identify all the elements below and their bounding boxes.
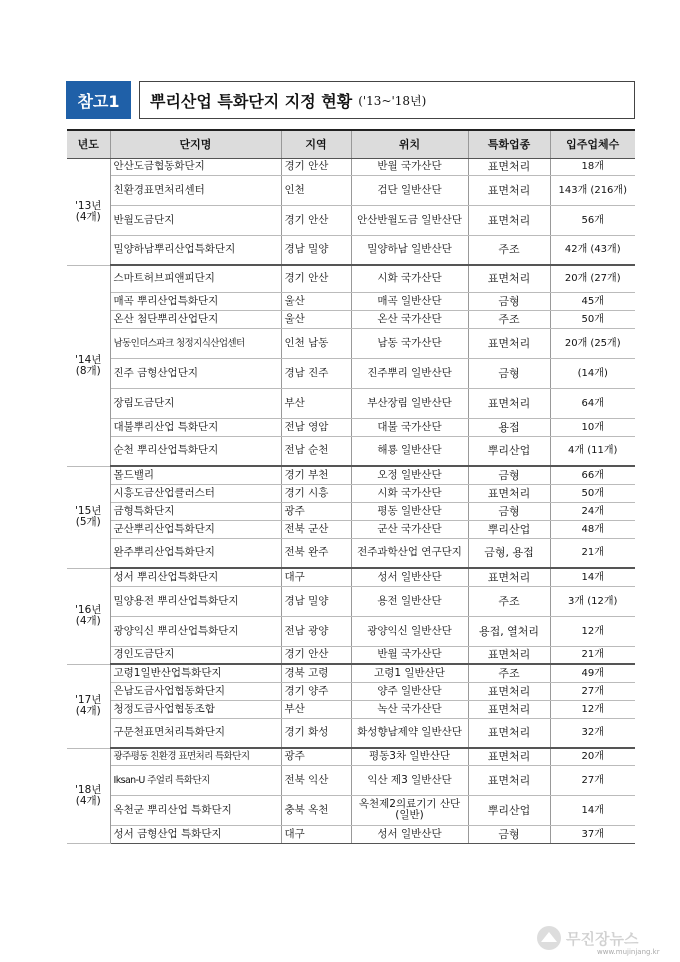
company-count-cell: 50개 bbox=[550, 484, 635, 502]
industry-cell: 표면처리 bbox=[468, 718, 550, 748]
year-label: '15년 bbox=[75, 505, 102, 517]
company-count-cell: 49개 bbox=[550, 664, 635, 682]
industry-cell: 표면처리 bbox=[468, 175, 550, 205]
location-cell: 반월 국가산단 bbox=[351, 646, 468, 664]
region-cell: 전북 익산 bbox=[281, 765, 351, 795]
table-row bbox=[67, 388, 635, 418]
region-cell: 부산 bbox=[281, 700, 351, 718]
site-name-cell: 성서 뿌리산업특화단지 bbox=[110, 568, 281, 586]
year-cell bbox=[67, 466, 110, 568]
table-row bbox=[67, 418, 635, 436]
site-name-cell: 경인도금단지 bbox=[110, 646, 281, 664]
region-cell: 경북 고령 bbox=[281, 664, 351, 682]
location-cell: 밀양하남 일반산단 bbox=[351, 235, 468, 265]
site-name-cell: 장림도금단지 bbox=[110, 388, 281, 418]
company-count-cell: 24개 bbox=[550, 502, 635, 520]
company-count-cell: 45개 bbox=[550, 292, 635, 310]
year-count: (4개) bbox=[75, 794, 101, 807]
site-name-cell: 광양익신 뿌리산업특화단지 bbox=[110, 616, 281, 646]
table-row bbox=[67, 358, 635, 388]
table-row bbox=[67, 616, 635, 646]
table-row bbox=[67, 646, 635, 664]
table-row bbox=[67, 158, 635, 175]
company-count-cell: 37개 bbox=[550, 825, 635, 843]
region-cell: 전남 광양 bbox=[281, 616, 351, 646]
company-count-cell: 18개 bbox=[550, 158, 635, 175]
year-cell bbox=[67, 664, 110, 748]
site-name-cell: 반월도금단지 bbox=[110, 205, 281, 235]
table-row bbox=[67, 328, 635, 358]
region-cell: 경기 부천 bbox=[281, 466, 351, 484]
industry-cell: 주조 bbox=[468, 235, 550, 265]
watermark-text: 무진장뉴스 bbox=[566, 929, 639, 948]
company-count-cell: 48개 bbox=[550, 520, 635, 538]
region-cell: 경기 시흥 bbox=[281, 484, 351, 502]
company-count-cell: 21개 bbox=[550, 538, 635, 568]
industry-cell: 금형 bbox=[468, 358, 550, 388]
industry-cell: 용접 bbox=[468, 418, 550, 436]
table-row bbox=[67, 502, 635, 520]
site-name-cell: 진주 금형산업단지 bbox=[110, 358, 281, 388]
region-cell: 전북 완주 bbox=[281, 538, 351, 568]
table-row bbox=[67, 265, 635, 292]
location-cell: 용전 일반산단 bbox=[351, 586, 468, 616]
year-count: (4개) bbox=[75, 615, 101, 627]
location-cell: 오정 일반산단 bbox=[351, 466, 468, 484]
industry-cell: 주조 bbox=[468, 664, 550, 682]
year-count: (4개) bbox=[75, 210, 101, 223]
industry-cell: 뿌리산업 bbox=[468, 520, 550, 538]
year-label: '18년 bbox=[75, 783, 102, 796]
site-name-cell: 광주평동 친환경 표면처리 특화단지 bbox=[110, 748, 281, 765]
year-cell bbox=[67, 158, 110, 265]
region-cell: 충북 옥천 bbox=[281, 795, 351, 825]
region-cell: 울산 bbox=[281, 292, 351, 310]
table-row bbox=[67, 795, 635, 825]
year-cell bbox=[67, 265, 110, 466]
location-cell: 옥천제2의료기기 산단(일반) bbox=[351, 795, 468, 825]
table-row bbox=[67, 235, 635, 265]
header-region: 지역 bbox=[281, 130, 351, 158]
location-cell: 익산 제3 일반산단 bbox=[351, 765, 468, 795]
site-name-cell: 은남도금사업협동화단지 bbox=[110, 682, 281, 700]
table-row bbox=[67, 718, 635, 748]
industry-cell: 표면처리 bbox=[468, 158, 550, 175]
location-cell: 성서 일반산단 bbox=[351, 825, 468, 843]
site-name-cell: 순천 뿌리산업특화단지 bbox=[110, 436, 281, 466]
table-row bbox=[67, 205, 635, 235]
region-cell: 전남 순천 bbox=[281, 436, 351, 466]
location-cell: 고령1 일반산단 bbox=[351, 664, 468, 682]
region-cell: 경남 밀양 bbox=[281, 235, 351, 265]
table-row bbox=[67, 586, 635, 616]
title-box bbox=[139, 81, 635, 119]
location-cell: 해룡 일반산단 bbox=[351, 436, 468, 466]
region-cell: 대구 bbox=[281, 825, 351, 843]
company-count-cell: 32개 bbox=[550, 718, 635, 748]
site-name-cell: 청정도금사업협동조합 bbox=[110, 700, 281, 718]
region-cell: 전북 군산 bbox=[281, 520, 351, 538]
site-name-cell: Iksan-U 주얼리 특화단지 bbox=[110, 765, 281, 795]
company-count-cell: 14개 bbox=[550, 568, 635, 586]
location-cell: 온산 국가산단 bbox=[351, 310, 468, 328]
region-cell: 대구 bbox=[281, 568, 351, 586]
region-cell: 경기 안산 bbox=[281, 646, 351, 664]
industry-cell: 표면처리 bbox=[468, 388, 550, 418]
industry-cell: 표면처리 bbox=[468, 484, 550, 502]
industry-cell: 금형 bbox=[468, 825, 550, 843]
location-cell: 양주 일반산단 bbox=[351, 682, 468, 700]
company-count-cell: 143개 (216개) bbox=[550, 175, 635, 205]
company-count-cell: 14개 bbox=[550, 795, 635, 825]
region-cell: 경기 양주 bbox=[281, 682, 351, 700]
table-row bbox=[67, 765, 635, 795]
year-count: (4개) bbox=[75, 705, 101, 717]
table-row bbox=[67, 664, 635, 682]
site-name-cell: 구문천표면처리특화단지 bbox=[110, 718, 281, 748]
location-cell: 광양익신 일반산단 bbox=[351, 616, 468, 646]
company-count-cell: 10개 bbox=[550, 418, 635, 436]
company-count-cell: 4개 (11개) bbox=[550, 436, 635, 466]
location-cell: 군산 국가산단 bbox=[351, 520, 468, 538]
location-cell: 평동 일반산단 bbox=[351, 502, 468, 520]
industry-cell: 표면처리 bbox=[468, 700, 550, 718]
site-name-cell: 성서 금형산업 특화단지 bbox=[110, 825, 281, 843]
company-count-cell: 66개 bbox=[550, 466, 635, 484]
year-count: (5개) bbox=[75, 516, 101, 528]
company-count-cell: 3개 (12개) bbox=[550, 586, 635, 616]
company-count-cell: 12개 bbox=[550, 616, 635, 646]
site-name-cell: 남동인더스파크 청정지식산업센터 bbox=[110, 328, 281, 358]
site-name-cell: 몰드밸리 bbox=[110, 466, 281, 484]
location-cell: 성서 일반산단 bbox=[351, 568, 468, 586]
industry-cell: 뿌리산업 bbox=[468, 436, 550, 466]
location-cell: 시화 국가산단 bbox=[351, 265, 468, 292]
watermark-logo-icon bbox=[536, 925, 562, 951]
site-name-cell: 매곡 뿌리산업특화단지 bbox=[110, 292, 281, 310]
title-bar bbox=[66, 81, 635, 119]
location-cell: 반월 국가산단 bbox=[351, 158, 468, 175]
year-label: '13년 bbox=[75, 199, 102, 212]
location-cell: 안산반월도금 일반산단 bbox=[351, 205, 468, 235]
location-cell: 평동3차 일반산단 bbox=[351, 748, 468, 765]
site-name-cell: 금형특화단지 bbox=[110, 502, 281, 520]
region-cell: 경남 진주 bbox=[281, 358, 351, 388]
table-row bbox=[67, 700, 635, 718]
industry-cell: 표면처리 bbox=[468, 682, 550, 700]
location-cell: 전주과학산업 연구단지 bbox=[351, 538, 468, 568]
location-cell: 검단 일반산단 bbox=[351, 175, 468, 205]
company-count-cell: 56개 bbox=[550, 205, 635, 235]
industry-cell: 표면처리 bbox=[468, 748, 550, 765]
table-body bbox=[67, 158, 635, 843]
company-count-cell: 21개 bbox=[550, 646, 635, 664]
industry-cell: 주조 bbox=[468, 586, 550, 616]
year-cell bbox=[67, 568, 110, 664]
company-count-cell: 27개 bbox=[550, 682, 635, 700]
region-cell: 인천 남동 bbox=[281, 328, 351, 358]
header-year: 년도 bbox=[67, 130, 110, 158]
location-cell: 시화 국가산단 bbox=[351, 484, 468, 502]
company-count-cell: 50개 bbox=[550, 310, 635, 328]
region-cell: 전남 영암 bbox=[281, 418, 351, 436]
industry-cell: 금형 bbox=[468, 466, 550, 484]
region-cell: 경기 화성 bbox=[281, 718, 351, 748]
industry-cell: 표면처리 bbox=[468, 328, 550, 358]
location-cell: 남동 국가산단 bbox=[351, 328, 468, 358]
site-name-cell: 시흥도금산업클러스터 bbox=[110, 484, 281, 502]
site-name-cell: 친환경표면처리센터 bbox=[110, 175, 281, 205]
site-name-cell: 스마트허브피앤피단지 bbox=[110, 265, 281, 292]
industry-cell: 표면처리 bbox=[468, 205, 550, 235]
location-cell: 진주뿌리 일반산단 bbox=[351, 358, 468, 388]
table-row bbox=[67, 568, 635, 586]
site-name-cell: 옥천군 뿌리산업 특화단지 bbox=[110, 795, 281, 825]
region-cell: 경기 안산 bbox=[281, 205, 351, 235]
industry-cell: 금형 bbox=[468, 502, 550, 520]
site-name-cell: 대불뿌리산업 특화단지 bbox=[110, 418, 281, 436]
year-label: '14년 bbox=[75, 353, 102, 366]
table-row bbox=[67, 748, 635, 765]
location-cell: 매곡 일반산단 bbox=[351, 292, 468, 310]
year-label: '17년 bbox=[75, 694, 102, 706]
table-row bbox=[67, 825, 635, 843]
company-count-cell: 20개 (27개) bbox=[550, 265, 635, 292]
industry-cell: 표면처리 bbox=[468, 265, 550, 292]
region-cell: 경남 밀양 bbox=[281, 586, 351, 616]
table-row bbox=[67, 292, 635, 310]
region-cell: 광주 bbox=[281, 748, 351, 765]
page-title: 뿌리산업 특화단지 지정 현황 bbox=[150, 91, 353, 111]
region-cell: 울산 bbox=[281, 310, 351, 328]
company-count-cell: 20개 (25개) bbox=[550, 328, 635, 358]
designation-table bbox=[67, 129, 635, 844]
year-count: (8개) bbox=[75, 364, 101, 377]
table-row bbox=[67, 436, 635, 466]
site-name-cell: 안산도금협동화단지 bbox=[110, 158, 281, 175]
header-companies: 입주업체수 bbox=[550, 130, 635, 158]
site-name-cell: 밀양하남뿌리산업특화단지 bbox=[110, 235, 281, 265]
title-badge: 참고1 bbox=[66, 81, 131, 119]
table-header-row bbox=[67, 130, 635, 158]
table-row bbox=[67, 484, 635, 502]
company-count-cell: (14개) bbox=[550, 358, 635, 388]
company-count-cell: 64개 bbox=[550, 388, 635, 418]
table-row bbox=[67, 310, 635, 328]
industry-cell: 주조 bbox=[468, 310, 550, 328]
company-count-cell: 12개 bbox=[550, 700, 635, 718]
site-name-cell: 밀양용전 뿌리산업특화단지 bbox=[110, 586, 281, 616]
site-name-cell: 고령1일반산업특화단지 bbox=[110, 664, 281, 682]
site-name-cell: 온산 첨단뿌리산업단지 bbox=[110, 310, 281, 328]
table-row bbox=[67, 682, 635, 700]
industry-cell: 용접, 열처리 bbox=[468, 616, 550, 646]
header-location: 위치 bbox=[351, 130, 468, 158]
industry-cell: 금형 bbox=[468, 292, 550, 310]
location-cell: 화성향남제약 일반산단 bbox=[351, 718, 468, 748]
company-count-cell: 42개 (43개) bbox=[550, 235, 635, 265]
region-cell: 광주 bbox=[281, 502, 351, 520]
industry-cell: 금형, 용접 bbox=[468, 538, 550, 568]
region-cell: 경기 안산 bbox=[281, 265, 351, 292]
site-name-cell: 완주뿌리산업특화단지 bbox=[110, 538, 281, 568]
location-cell: 녹산 국가산단 bbox=[351, 700, 468, 718]
company-count-cell: 20개 bbox=[550, 748, 635, 765]
region-cell: 부산 bbox=[281, 388, 351, 418]
table-row bbox=[67, 538, 635, 568]
table-row bbox=[67, 520, 635, 538]
industry-cell: 뿌리산업 bbox=[468, 795, 550, 825]
title-range: ('13~'18년) bbox=[358, 93, 427, 108]
region-cell: 인천 bbox=[281, 175, 351, 205]
location-cell: 부산장림 일반산단 bbox=[351, 388, 468, 418]
table-row bbox=[67, 466, 635, 484]
header-name: 단지명 bbox=[110, 130, 281, 158]
industry-cell: 표면처리 bbox=[468, 765, 550, 795]
table-row bbox=[67, 175, 635, 205]
company-count-cell: 27개 bbox=[550, 765, 635, 795]
header-industry: 특화업종 bbox=[468, 130, 550, 158]
industry-cell: 표면처리 bbox=[468, 646, 550, 664]
year-cell bbox=[67, 748, 110, 843]
watermark-sub: www.mujinjang.kr bbox=[597, 948, 660, 956]
industry-cell: 표면처리 bbox=[468, 568, 550, 586]
site-name-cell: 군산뿌리산업특화단지 bbox=[110, 520, 281, 538]
year-label: '16년 bbox=[75, 604, 102, 616]
region-cell: 경기 안산 bbox=[281, 158, 351, 175]
location-cell: 대불 국가산단 bbox=[351, 418, 468, 436]
